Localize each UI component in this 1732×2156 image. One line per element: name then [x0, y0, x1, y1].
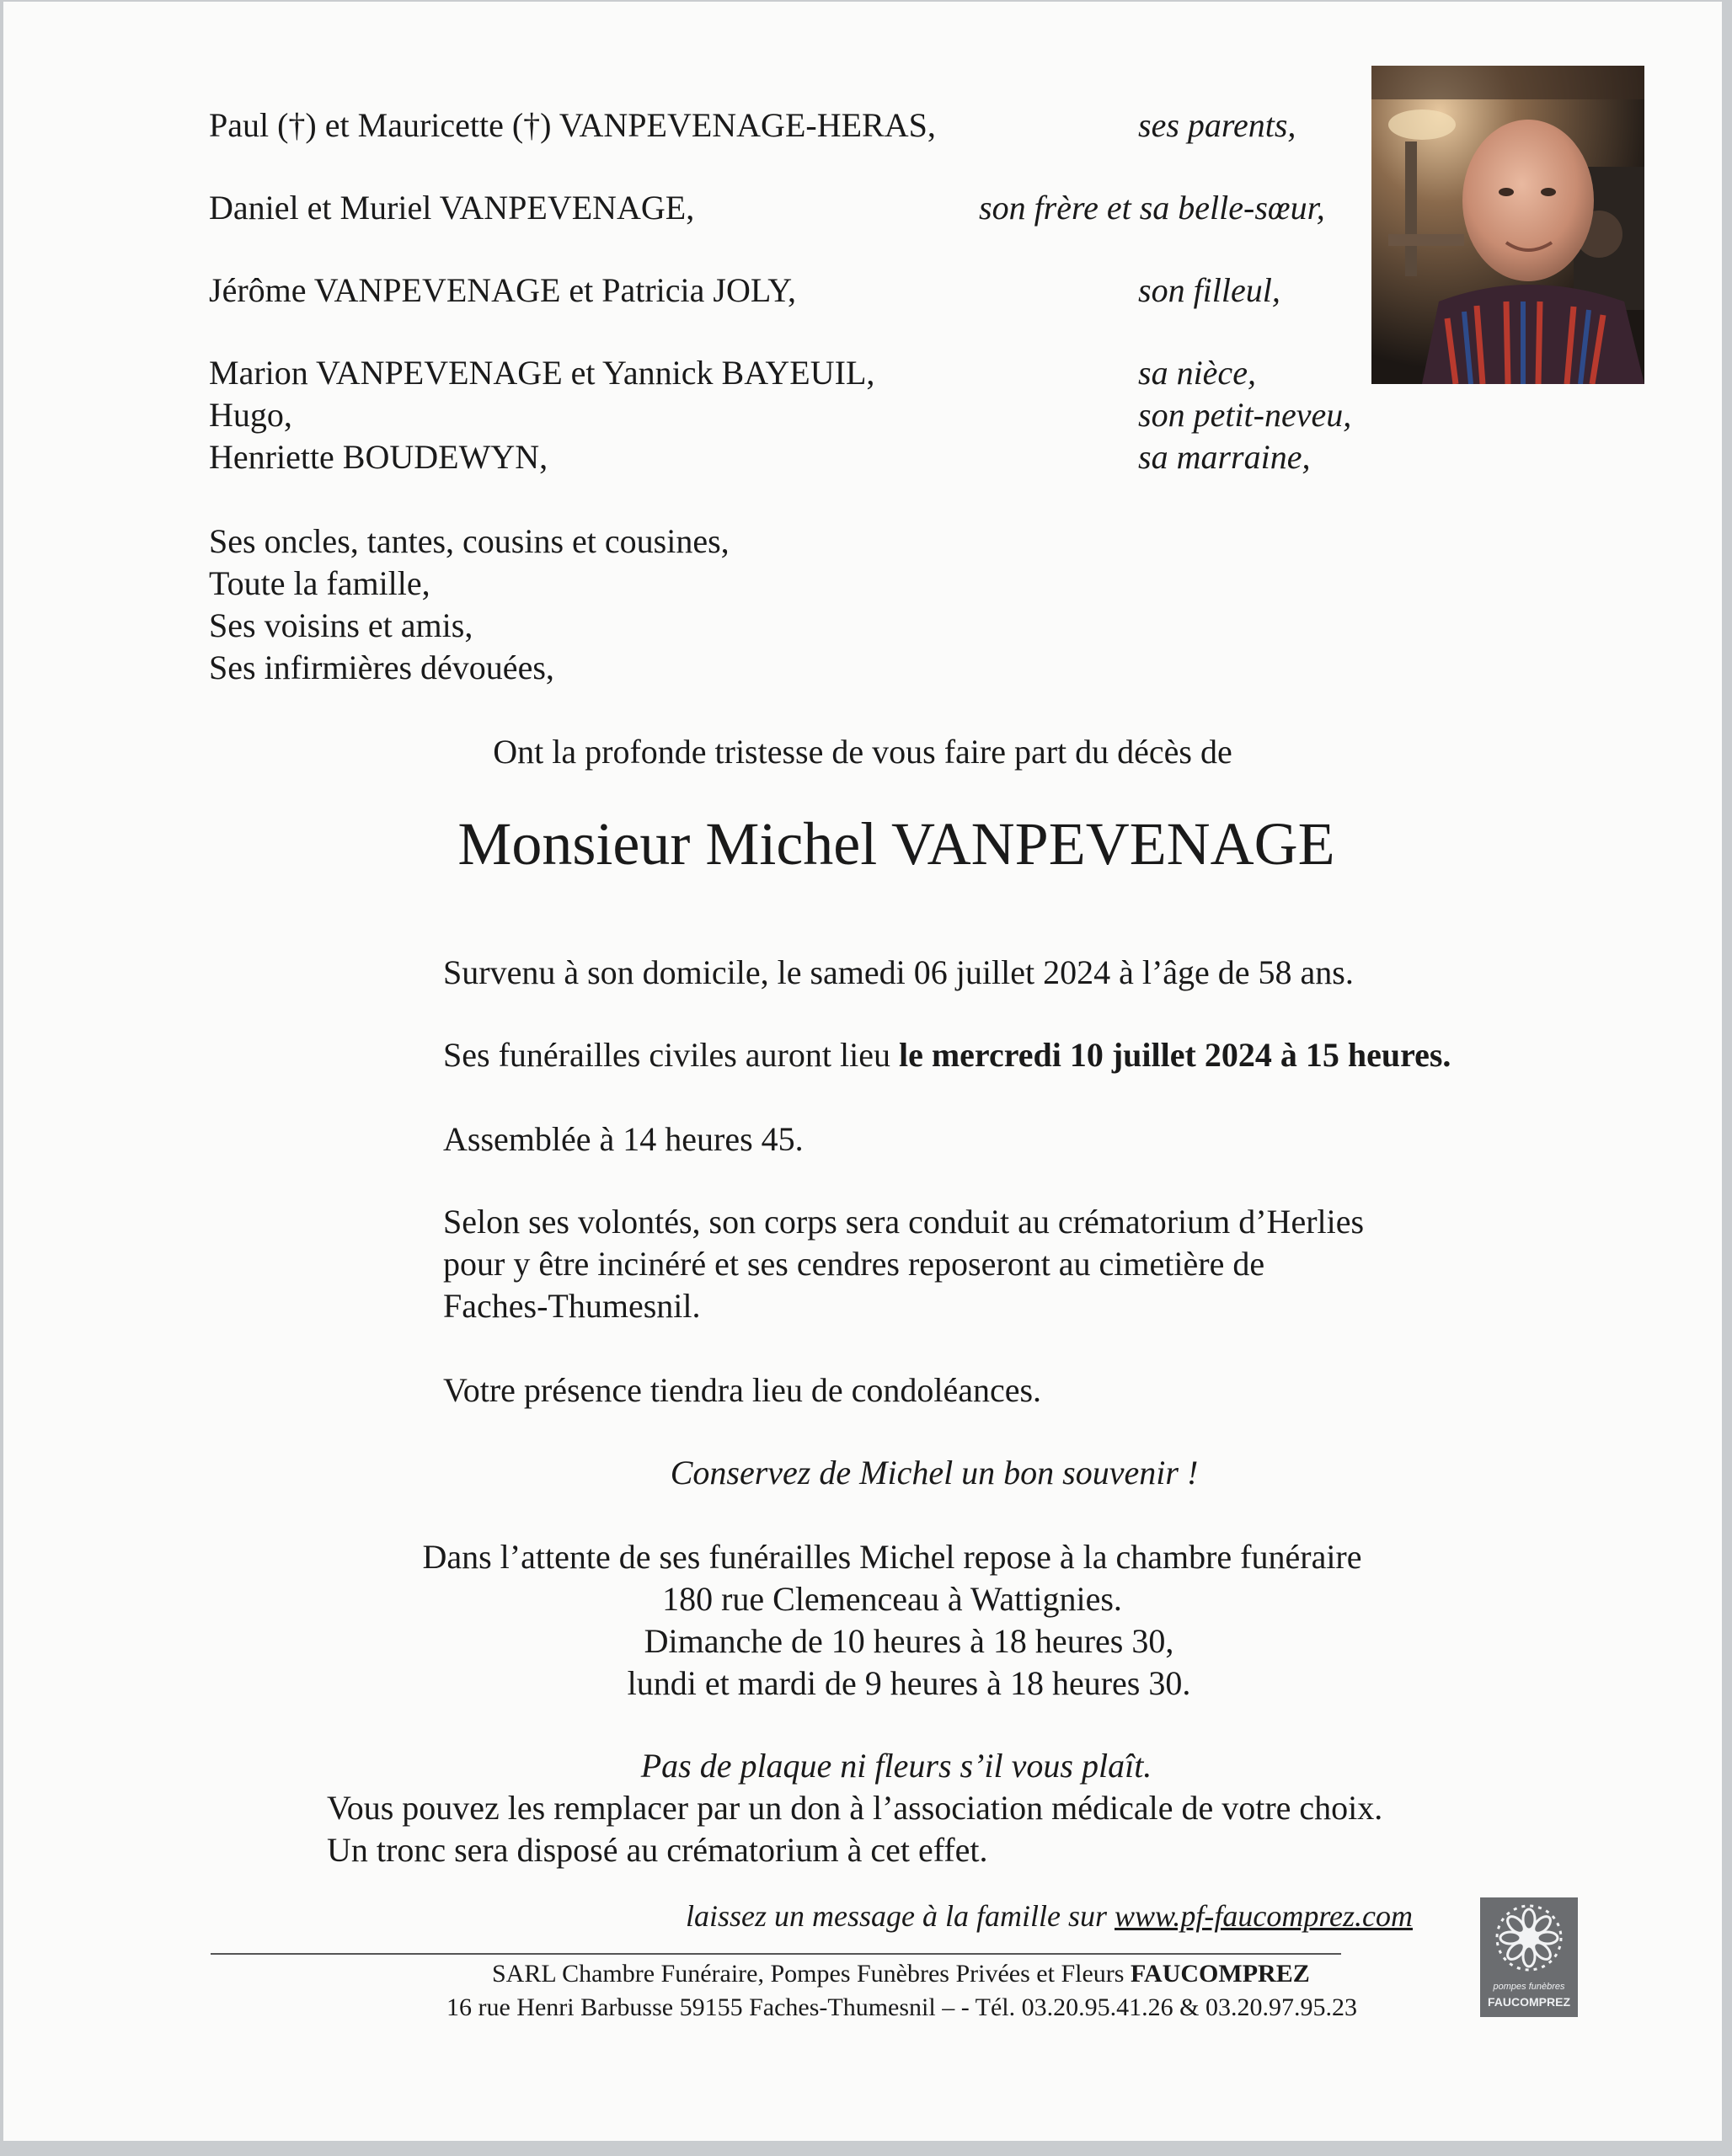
donation-line: Vous pouvez les remplacer par un don à l’association médicale de votre choix.: [327, 1789, 1383, 1827]
family-name-parents: Paul (†) et Mauricette (†) VANPEVENAGE-HERAS,: [209, 106, 936, 144]
family-name-grandnephew: Hugo,: [209, 396, 292, 434]
memory-note: Conservez de Michel un bon souvenir !: [670, 1454, 1199, 1492]
family-relation-godson: son filleul,: [1138, 271, 1280, 309]
message-line: [686, 1895, 1413, 1937]
footer-company: [492, 1959, 1310, 1989]
intro-text: Ont la profonde tristesse de vous faire part du décès de: [493, 733, 1232, 771]
message-prefix: laissez un message à la famille sur: [686, 1899, 1115, 1933]
portrait-image: [1371, 66, 1644, 384]
viewing-line: 180 rue Clemenceau à Wattignies.: [662, 1580, 1122, 1618]
funeral-date: le mercredi 10 juillet 2024 à 15 heures.: [898, 1036, 1451, 1074]
website-link[interactable]: www.pf-faucomprez.com: [1115, 1899, 1413, 1933]
logo-brand-text: FAUCOMPREZ: [1488, 1995, 1570, 2009]
viewing-line: Dimanche de 10 heures à 18 heures 30,: [644, 1622, 1174, 1660]
deceased-name: Monsieur Michel VANPEVENAGE: [457, 810, 1335, 878]
extended-family-line: Toute la famille,: [209, 564, 430, 602]
cremation-line: Faches-Thumesnil.: [443, 1287, 701, 1325]
death-date-line: Survenu à son domicile, le samedi 06 juillet 2024 à l’âge de 58 ans.: [443, 953, 1354, 991]
extended-family-line: Ses oncles, tantes, cousins et cousines,: [209, 522, 730, 560]
family-relation-godmother: sa marraine,: [1138, 438, 1311, 476]
cremation-line: Selon ses volontés, son corps sera conduit au crématorium d’Herlies: [443, 1203, 1365, 1241]
logo-small-text: pompes funèbres: [1493, 1982, 1565, 1992]
footer-divider: [211, 1953, 1341, 1955]
deceased-photo: [1371, 66, 1644, 384]
funeral-home-logo: [1480, 1897, 1578, 2017]
assembly-time: Assemblée à 14 heures 45.: [443, 1120, 804, 1158]
footer-company-prefix: SARL Chambre Funéraire, Pompes Funèbres Privées et Fleurs: [492, 1960, 1131, 1988]
flower-emblem-icon: [1480, 1897, 1578, 1982]
family-name-brother: Daniel et Muriel VANPEVENAGE,: [209, 189, 695, 227]
extended-family-line: Ses infirmières dévouées,: [209, 648, 554, 686]
family-relation-grandnephew: son petit-neveu,: [1138, 396, 1352, 434]
family-name-niece: Marion VANPEVENAGE et Yannick BAYEUIL,: [209, 354, 875, 392]
viewing-line: lundi et mardi de 9 heures à 18 heures 30.: [627, 1664, 1191, 1702]
viewing-line: Dans l’attente de ses funérailles Michel repose à la chambre funéraire: [422, 1538, 1362, 1576]
family-name-godson: Jérôme VANPEVENAGE et Patricia JOLY,: [209, 271, 797, 309]
footer-address: 16 rue Henri Barbusse 59155 Faches-Thumesnil – - Tél. 03.20.95.41.26 & 03.20.97.95.23: [446, 1993, 1357, 2021]
family-relation-niece: sa nièce,: [1138, 354, 1256, 392]
no-flowers-note: Pas de plaque ni fleurs s’il vous plaît.: [640, 1747, 1152, 1785]
family-relation-brother: son frère et sa belle-sœur,: [979, 189, 1325, 227]
family-relation-parents: ses parents,: [1138, 106, 1296, 144]
footer-brand: FAUCOMPREZ: [1130, 1960, 1310, 1988]
funeral-line: [443, 1034, 1451, 1076]
cremation-line: pour y être incinéré et ses cendres reposeront au cimetière de: [443, 1245, 1265, 1283]
funeral-prefix: Ses funérailles civiles auront lieu: [443, 1036, 899, 1074]
extended-family-line: Ses voisins et amis,: [209, 606, 473, 644]
condolences-note: Votre présence tiendra lieu de condoléances.: [443, 1371, 1042, 1409]
donation-line: Un tronc sera disposé au crématorium à cet effet.: [327, 1831, 988, 1869]
family-name-godmother: Henriette BOUDEWYN,: [209, 438, 548, 476]
death-notice-sheet: [3, 2, 1722, 2141]
